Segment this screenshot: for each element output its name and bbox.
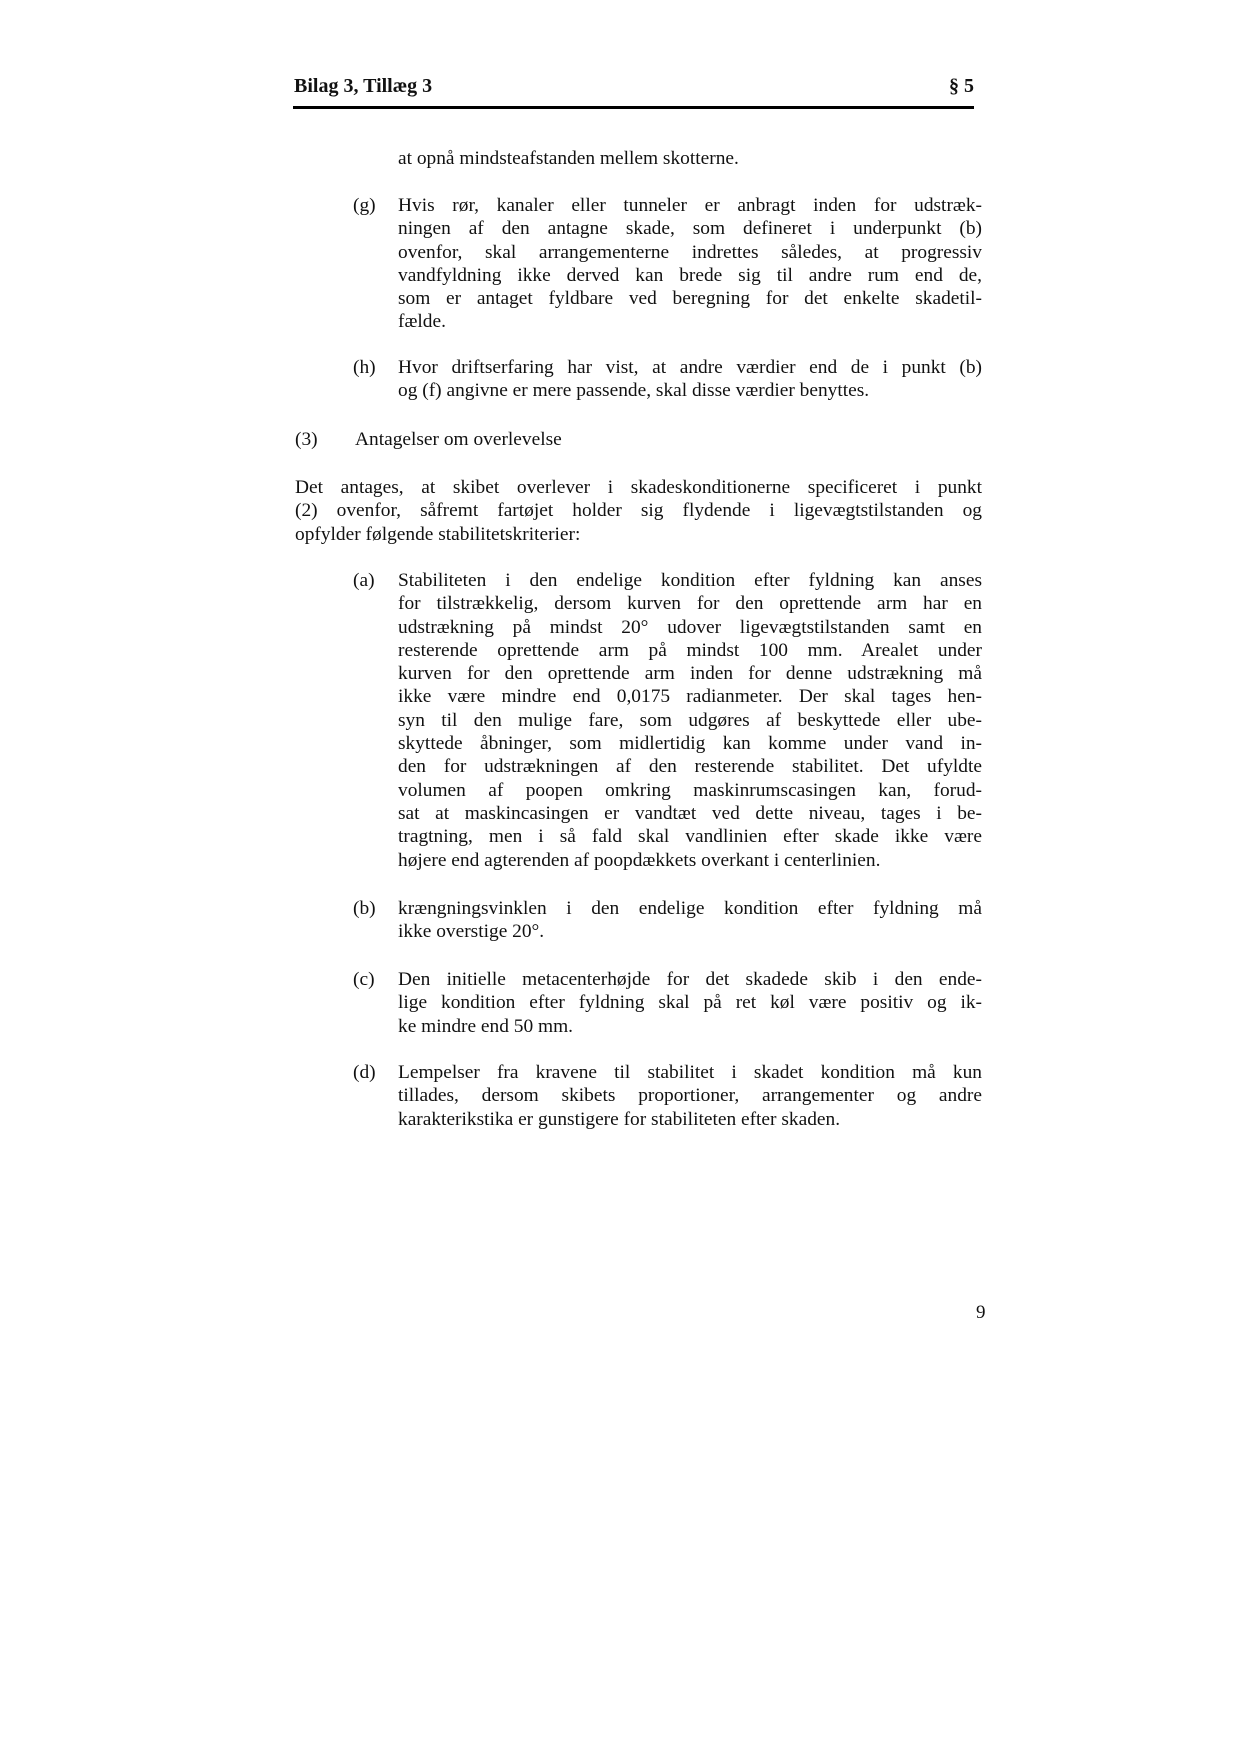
criterion-label-b: (b)	[353, 898, 376, 919]
text-line: opfylder følgende stabilitetskriterier:	[295, 523, 581, 545]
text-line: og (f) angivne er mere passende, skal disse værdier benyttes.	[398, 380, 870, 402]
text-line: ningen af den antagne skade, som defineret i underpunkt (b)	[398, 218, 982, 240]
text-line: tragtning, men i så fald skal vandlinien efter skade ikke være	[398, 826, 982, 848]
item-label-h: (h)	[353, 357, 376, 378]
text-line: ikke være mindre end 0,0175 radianmeter. Der skal tages hen-	[398, 686, 982, 708]
text-line: Hvor driftserfaring har vist, at andre værdier end de i punkt (b)	[398, 357, 982, 378]
item-g-text	[398, 194, 982, 334]
text-line: højere end agterenden af poopdækkets overkant i centerlinien.	[398, 849, 881, 871]
item-label-g: (g)	[353, 195, 376, 216]
text-line: for tilstrækkelig, dersom kurven for den oprettende arm har en	[398, 593, 982, 615]
header-section: § 5	[949, 75, 974, 97]
text-line: ovenfor, skal arrangementerne indrettes således, at progressiv	[398, 241, 982, 263]
text-line: at opnå mindsteafstanden mellem skotterne.	[398, 148, 739, 169]
text-line: Hvis rør, kanaler eller tunneler er anbragt inden for udstræk-	[398, 195, 982, 216]
criterion-label-c: (c)	[353, 969, 375, 990]
item-h-text	[398, 356, 982, 403]
section-number: (3)	[295, 429, 318, 450]
section-heading: Antagelser om overlevelse	[355, 429, 562, 450]
text-line: skyttede åbninger, som midlertidig kan komme under vand in-	[398, 733, 982, 755]
text-line: ke mindre end 50 mm.	[398, 1015, 574, 1037]
text-line: karakterikstika er gunstigere for stabiliteten efter skaden.	[398, 1108, 841, 1130]
text-line: udstrækning på mindst 20° udover ligevægtstilstanden samt en	[398, 616, 982, 638]
intro-paragraph	[295, 476, 982, 546]
criterion-d-text	[398, 1061, 982, 1131]
header-rule	[293, 106, 974, 109]
text-line: krængningsvinklen i den endelige kondition efter fyldning må	[398, 898, 982, 919]
text-line: volumen af poopen omkring maskinrumscasingen kan, forud-	[398, 779, 982, 801]
running-header	[294, 72, 974, 100]
continuation-text	[398, 147, 982, 170]
text-line: kurven for den oprettende arm inden for denne udstrækning må	[398, 663, 982, 685]
text-line: resterende oprettende arm på mindst 100 mm. Arealet under	[398, 639, 982, 661]
criterion-label-d: (d)	[353, 1062, 376, 1083]
text-line: som er antaget fyldbare ved beregning for det enkelte skadetil-	[398, 288, 982, 310]
criterion-label-a: (a)	[353, 570, 375, 591]
text-line: Det antages, at skibet overlever i skadeskonditionerne specificeret i punkt	[295, 477, 982, 498]
text-line: Den initielle metacenterhøjde for det skadede skib i den ende-	[398, 969, 982, 990]
text-line: Stabiliteten i den endelige kondition efter fyldning kan anses	[398, 570, 982, 591]
header-title: Bilag 3, Tillæg 3	[294, 75, 433, 97]
text-line: Lempelser fra kravene til stabilitet i skadet kondition må kun	[398, 1062, 982, 1083]
page-number: 9	[976, 1302, 986, 1323]
text-line: fælde.	[398, 311, 446, 333]
text-line: syn til den mulige fare, som udgøres af beskyttede eller ube-	[398, 709, 982, 731]
text-line: tillades, dersom skibets proportioner, arrangementer og andre	[398, 1085, 982, 1107]
text-line: sat at maskincasingen er vandtæt ved dette niveau, tages i be-	[398, 802, 982, 824]
text-line: lige kondition efter fyldning skal på ret køl være positiv og ik-	[398, 992, 982, 1014]
text-line: ikke overstige 20°.	[398, 921, 545, 943]
text-line: den for udstrækningen af den resterende stabilitet. Det ufyldte	[398, 756, 982, 778]
text-line: (2) ovenfor, såfremt fartøjet holder sig flydende i ligevægtstilstanden og	[295, 500, 982, 522]
criterion-b-text	[398, 897, 982, 944]
criterion-c-text	[398, 968, 982, 1038]
criterion-a-text	[398, 569, 982, 872]
text-line: vandfyldning ikke derved kan brede sig til andre rum end de,	[398, 264, 982, 286]
